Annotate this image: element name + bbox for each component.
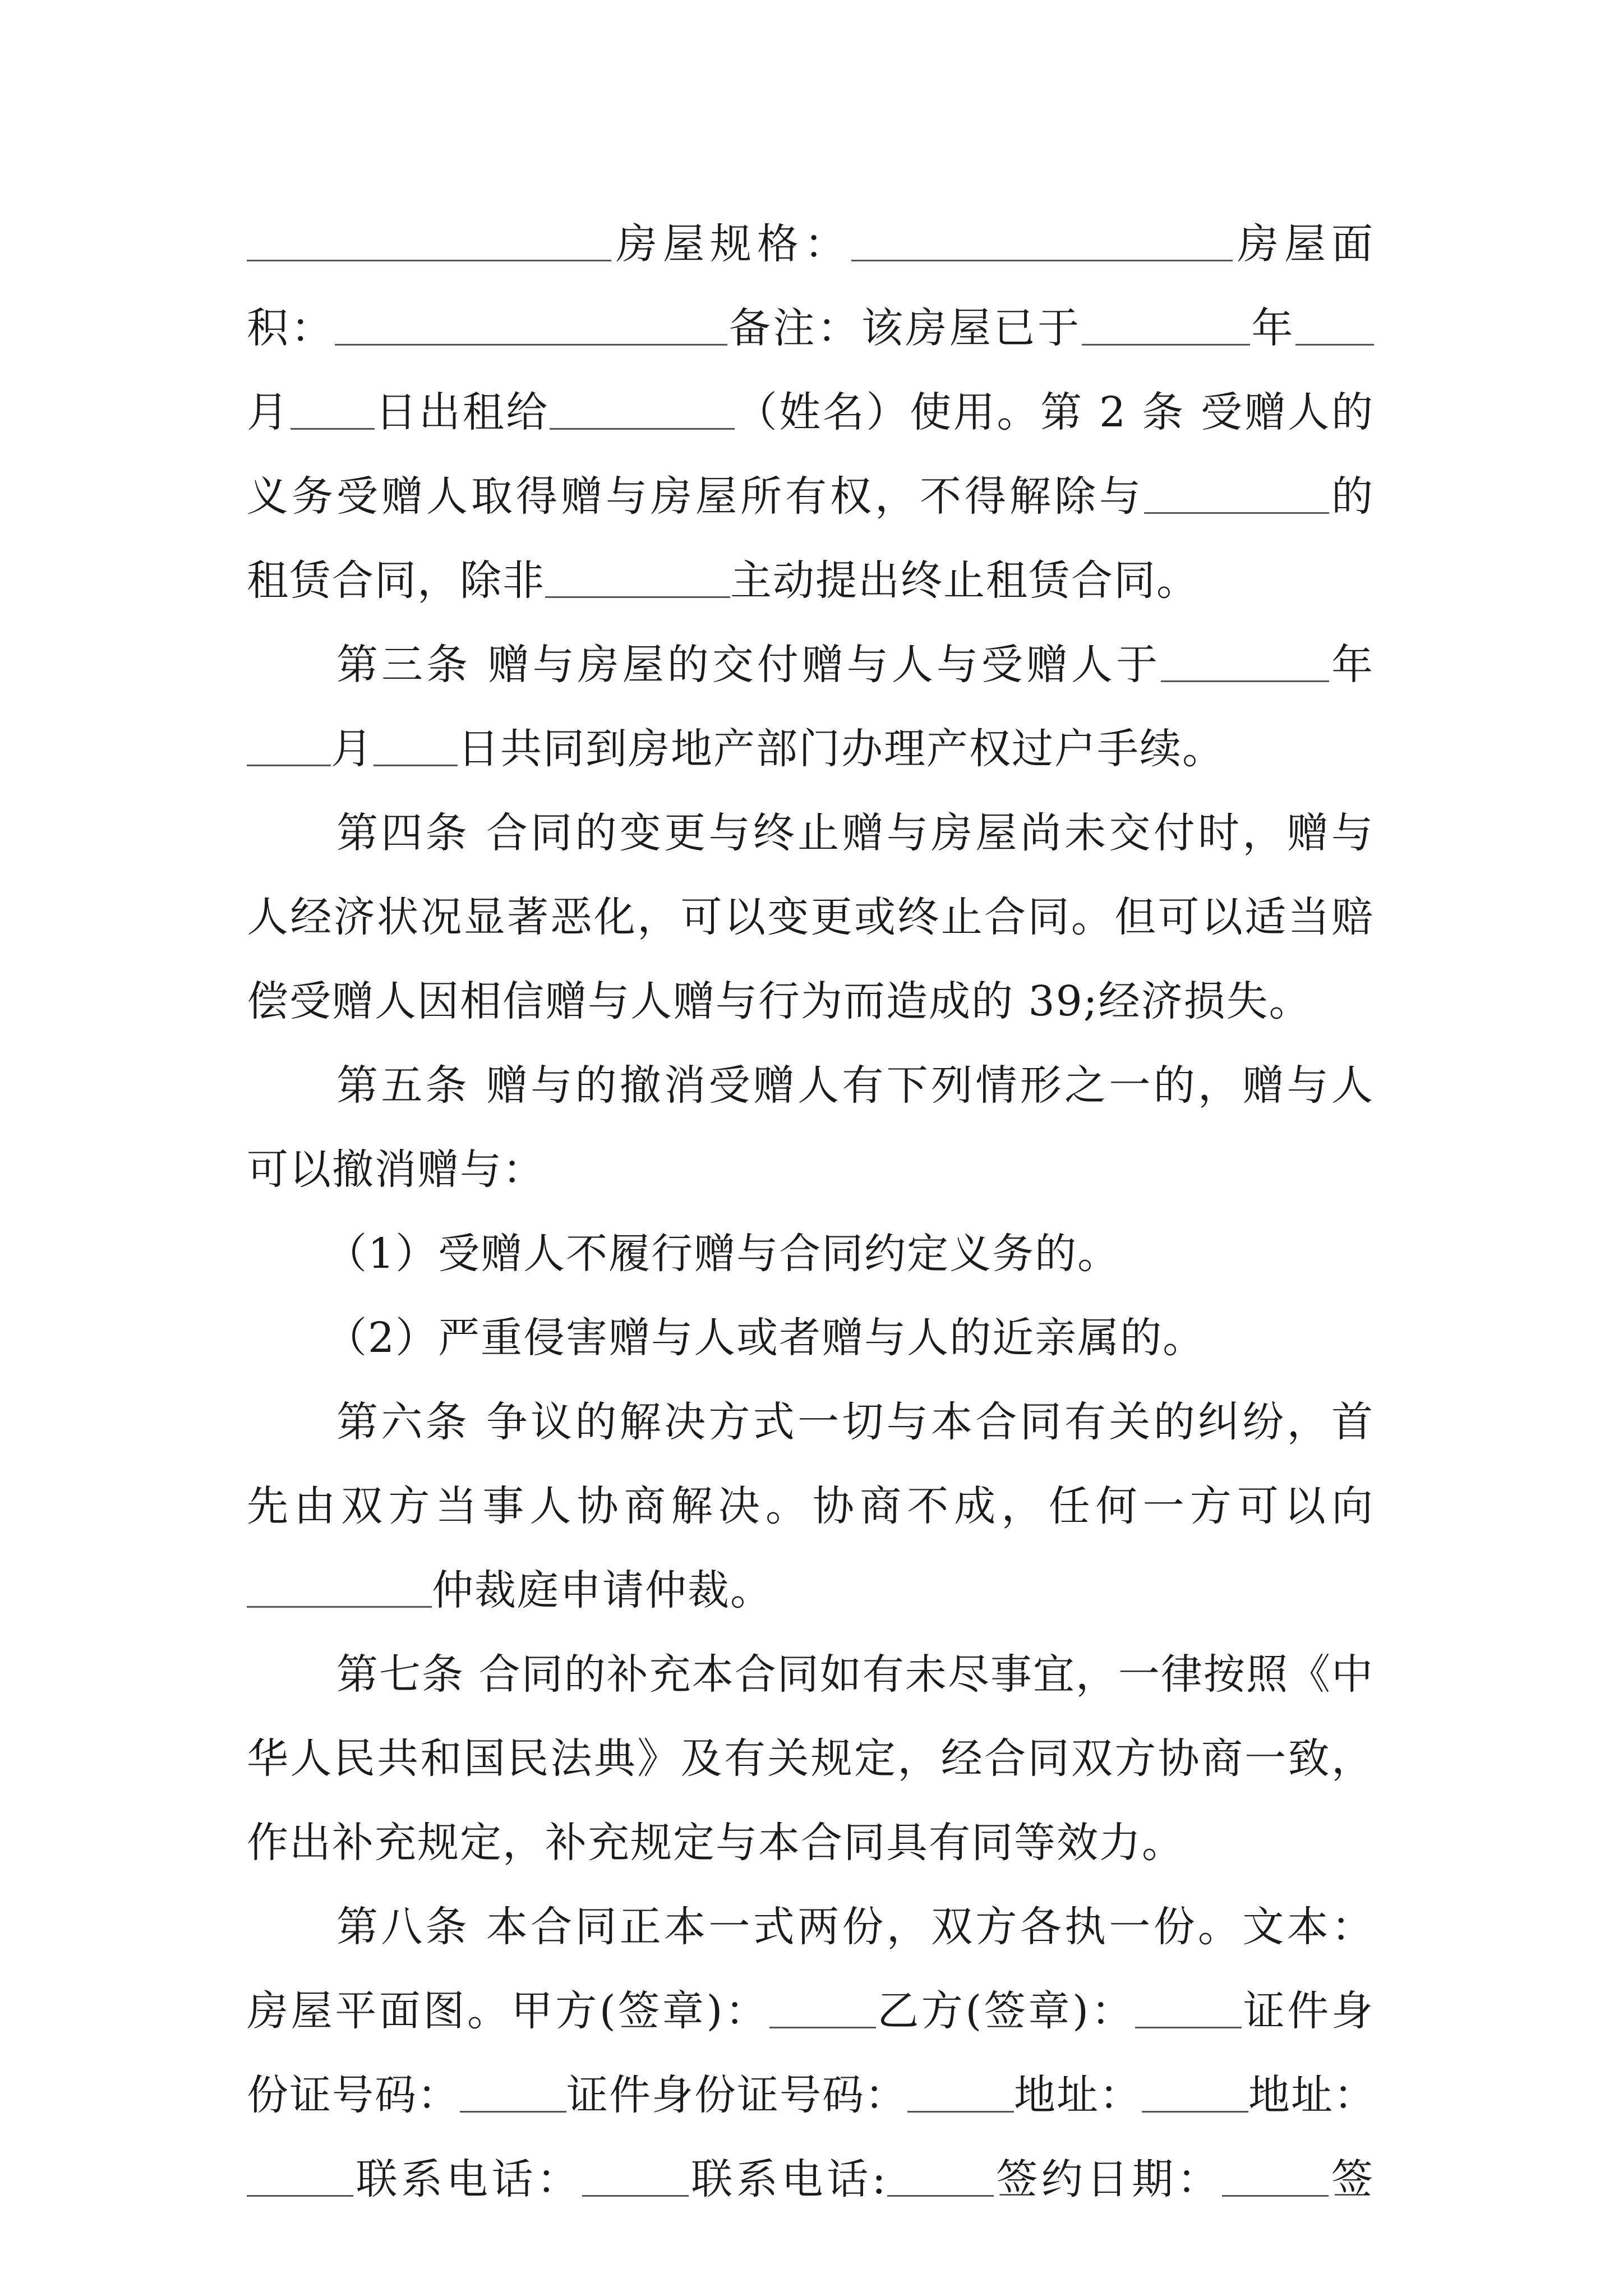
fill-blank <box>545 562 730 598</box>
text-segment: 第三条 赠与房屋的交付赠与人与受赠人于 <box>336 641 1161 689</box>
text-segment: 月 <box>247 388 291 436</box>
text-line <box>247 707 1374 791</box>
fill-blank <box>1222 2160 1329 2197</box>
text-segment: 联系电话: <box>688 2155 887 2203</box>
text-segment: 第五条 赠与的撤消受赠人有下列情形之一的，赠与人 <box>336 1061 1374 1110</box>
text-line <box>247 286 1374 370</box>
text-segment: 可以撤消赠与： <box>247 1145 545 1194</box>
text-line <box>247 623 1374 707</box>
text-line <box>247 959 1374 1043</box>
fill-blank <box>247 1571 432 1608</box>
text-segment: 份证号码： <box>247 2071 460 2119</box>
text-line <box>247 202 1374 286</box>
fill-blank <box>1135 1992 1242 2028</box>
text-segment: 月 <box>331 725 374 773</box>
text-segment: 联系电话： <box>353 2155 582 2203</box>
text-segment: 华人民共和国民法典》及有关规定，经合同双方协商一致， <box>247 1734 1374 1783</box>
text-segment: （1）受赠人不履行赠与合同约定义务的。 <box>325 1230 1121 1278</box>
fill-blank <box>247 2160 353 2197</box>
fill-blank <box>887 2160 994 2197</box>
text-segment: 年 <box>1249 304 1296 352</box>
text-segment: 偿受赠人因相信赠与人赠与行为而造成的 39;经济损失。 <box>247 977 1312 1025</box>
text-segment: 备注：该房屋已于 <box>727 304 1082 352</box>
text-segment: 租赁合同，除非 <box>247 556 545 605</box>
text-segment: 第七条 合同的补充本合同如有未尽事宜，一律按照《中 <box>336 1650 1374 1699</box>
text-segment: （姓名）使用。第 2 条 受赠人的 <box>734 388 1375 436</box>
text-line <box>247 454 1374 539</box>
fill-blank <box>291 393 375 430</box>
text-line <box>247 1632 1374 1717</box>
text-line <box>247 1043 1374 1128</box>
fill-blank <box>335 309 727 346</box>
text-segment: 地址： <box>1014 2071 1142 2119</box>
text-segment: 作出补充规定，补充规定与本合同具有同等效力。 <box>247 1819 1184 1867</box>
text-line <box>247 370 1374 454</box>
text-segment: 证件身份证号码： <box>566 2071 907 2119</box>
text-line <box>247 1717 1374 1801</box>
fill-blank <box>460 2076 566 2113</box>
text-segment: 年 <box>1329 641 1374 689</box>
text-segment: 签 <box>1329 2155 1375 2203</box>
fill-blank <box>550 393 735 430</box>
text-line <box>247 1801 1374 1885</box>
text-segment: 的 <box>1329 472 1374 521</box>
text-segment: 日出租给 <box>374 388 550 436</box>
document-body <box>247 202 1374 2221</box>
text-segment: 第六条 争议的解决方式一切与本合同有关的纠纷，首 <box>336 1398 1374 1446</box>
text-line <box>247 1464 1374 1548</box>
fill-blank <box>769 1992 876 2028</box>
text-line <box>247 791 1374 875</box>
fill-blank <box>1082 309 1250 346</box>
text-line <box>247 1885 1374 1969</box>
fill-blank <box>1142 2076 1248 2113</box>
text-segment: 义务受赠人取得赠与房屋所有权，不得解除与 <box>247 472 1144 521</box>
text-line <box>247 539 1374 623</box>
fill-blank <box>907 2076 1014 2113</box>
text-segment: 先由双方当事人协商解决。协商不成，任何一方可以向 <box>247 1482 1374 1530</box>
text-line <box>247 1548 1374 1632</box>
text-segment: 房屋平面图。甲方(签章)： <box>247 1987 769 2035</box>
text-segment: 第四条 合同的变更与终止赠与房屋尚未交付时，赠与 <box>336 809 1374 857</box>
text-line <box>247 2053 1374 2137</box>
text-segment: 地址： <box>1248 2071 1376 2119</box>
text-line <box>247 2137 1374 2221</box>
text-segment: 人经济状况显著恶化，可以变更或终止合同。但可以适当赔 <box>247 893 1374 941</box>
fill-blank <box>374 730 458 766</box>
text-line <box>247 1380 1374 1464</box>
fill-blank <box>582 2160 689 2197</box>
text-line <box>247 1296 1374 1380</box>
fill-blank <box>851 225 1233 261</box>
text-segment: 日共同到房地产部门办理产权过户手续。 <box>458 725 1225 773</box>
text-segment: 证件身 <box>1242 1987 1374 2035</box>
fill-blank <box>247 225 611 261</box>
text-segment: 积： <box>247 304 335 352</box>
text-line <box>247 1969 1374 2053</box>
fill-blank <box>247 730 331 766</box>
text-segment: 房屋面 <box>1233 220 1374 268</box>
fill-blank <box>1161 646 1329 682</box>
fill-blank <box>1295 309 1374 346</box>
text-segment: 第八条 本合同正本一式两份，双方各执一份。文本： <box>336 1903 1374 1951</box>
text-segment: 主动提出终止租赁合同。 <box>730 556 1199 605</box>
text-segment: 签约日期： <box>993 2155 1223 2203</box>
text-line <box>247 1212 1374 1296</box>
text-segment: 房屋规格： <box>611 220 851 268</box>
text-segment: 仲裁庭申请仲裁。 <box>432 1566 773 1614</box>
text-segment: （2）严重侵害赠与人或者赠与人的近亲属的。 <box>325 1314 1206 1362</box>
text-line <box>247 875 1374 959</box>
fill-blank <box>1144 477 1329 514</box>
text-segment: 乙方(签章)： <box>875 1987 1136 2035</box>
text-line <box>247 1128 1374 1212</box>
